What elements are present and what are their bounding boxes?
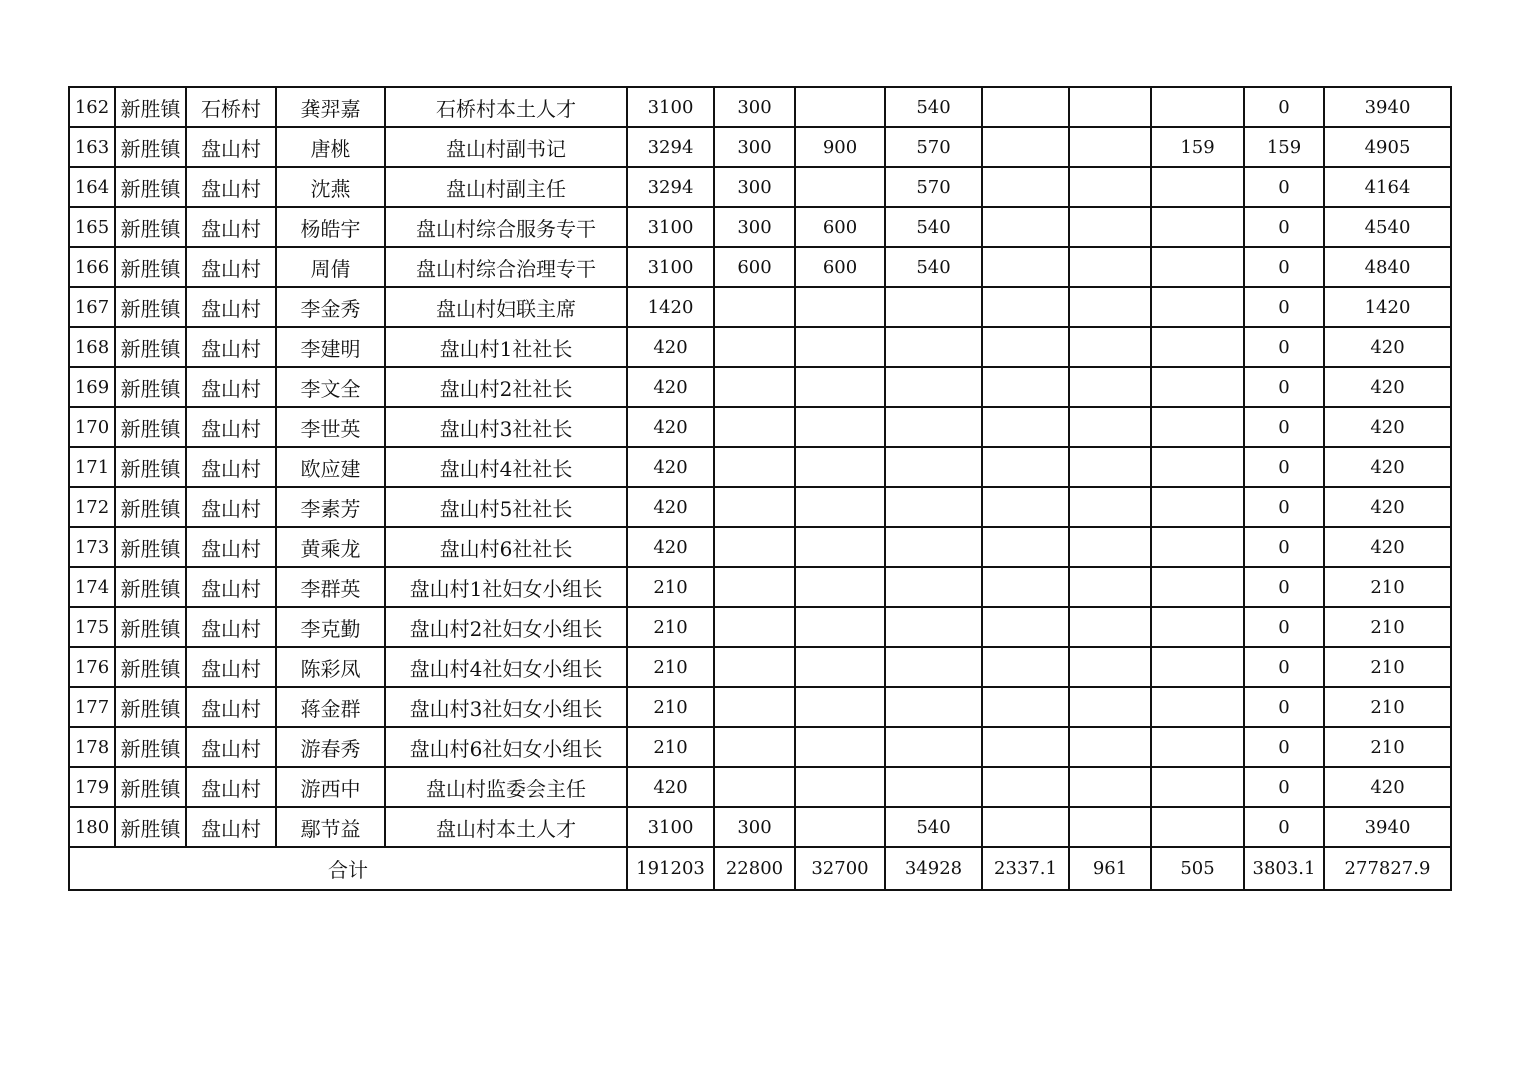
village-cell: 盘山村 [186, 407, 276, 447]
amount-col-3-cell [795, 327, 885, 367]
amount-col-5-cell [982, 647, 1069, 687]
table-row [69, 727, 1451, 767]
total-amount-cell: 4840 [1324, 247, 1451, 287]
amount-col-2-cell [714, 527, 795, 567]
amount-col-5-cell [982, 807, 1069, 847]
amount-col-8-cell: 0 [1244, 207, 1324, 247]
town-cell: 新胜镇 [115, 807, 186, 847]
amount-col-4-cell: 540 [885, 207, 982, 247]
total-amount-col-7-cell: 505 [1151, 847, 1244, 890]
total-amount-cell: 210 [1324, 687, 1451, 727]
total-amount-col-3-cell: 32700 [795, 847, 885, 890]
amount-col-6-cell [1069, 687, 1151, 727]
amount-col-1-cell: 420 [627, 487, 714, 527]
amount-col-5-cell [982, 367, 1069, 407]
row-number-cell: 164 [69, 167, 115, 207]
total-amount-cell: 1420 [1324, 287, 1451, 327]
village-cell: 盘山村 [186, 287, 276, 327]
amount-col-4-cell: 540 [885, 87, 982, 127]
amount-col-5-cell [982, 727, 1069, 767]
person-name-cell: 蒋金群 [276, 687, 385, 727]
total-amount-cell: 420 [1324, 767, 1451, 807]
town-cell: 新胜镇 [115, 287, 186, 327]
amount-col-3-cell [795, 287, 885, 327]
total-amount-cell: 4540 [1324, 207, 1451, 247]
village-cell: 盘山村 [186, 447, 276, 487]
amount-col-2-cell: 600 [714, 247, 795, 287]
amount-col-1-cell: 3100 [627, 87, 714, 127]
amount-col-4-cell [885, 407, 982, 447]
amount-col-8-cell: 0 [1244, 807, 1324, 847]
amount-col-6-cell [1069, 567, 1151, 607]
amount-col-2-cell [714, 567, 795, 607]
amount-col-6-cell [1069, 207, 1151, 247]
amount-col-2-cell [714, 487, 795, 527]
person-name-cell: 李素芳 [276, 487, 385, 527]
total-amount-col-2-cell: 22800 [714, 847, 795, 890]
person-name-cell: 欧应建 [276, 447, 385, 487]
total-amount-col-9-cell: 277827.9 [1324, 847, 1451, 890]
amount-col-3-cell [795, 687, 885, 727]
amount-col-1-cell: 420 [627, 767, 714, 807]
amount-col-8-cell: 0 [1244, 567, 1324, 607]
amount-col-2-cell [714, 647, 795, 687]
total-amount-cell: 3940 [1324, 87, 1451, 127]
position-cell: 盘山村综合服务专干 [385, 207, 627, 247]
amount-col-8-cell: 0 [1244, 287, 1324, 327]
amount-col-7-cell [1151, 767, 1244, 807]
amount-col-1-cell: 210 [627, 687, 714, 727]
amount-col-4-cell [885, 687, 982, 727]
amount-col-7-cell [1151, 687, 1244, 727]
row-number-cell: 175 [69, 607, 115, 647]
total-amount-cell: 420 [1324, 527, 1451, 567]
village-cell: 盘山村 [186, 167, 276, 207]
person-name-cell: 鄢节益 [276, 807, 385, 847]
amount-col-7-cell [1151, 447, 1244, 487]
table-row [69, 567, 1451, 607]
amount-col-7-cell [1151, 527, 1244, 567]
amount-col-7-cell: 159 [1151, 127, 1244, 167]
amount-col-7-cell [1151, 247, 1244, 287]
row-number-cell: 169 [69, 367, 115, 407]
row-number-cell: 174 [69, 567, 115, 607]
village-cell: 盘山村 [186, 527, 276, 567]
amount-col-2-cell [714, 447, 795, 487]
amount-col-3-cell: 600 [795, 207, 885, 247]
position-cell: 盘山村综合治理专干 [385, 247, 627, 287]
amount-col-5-cell [982, 447, 1069, 487]
amount-col-5-cell [982, 127, 1069, 167]
town-cell: 新胜镇 [115, 167, 186, 207]
table-row [69, 607, 1451, 647]
amount-col-2-cell [714, 327, 795, 367]
town-cell: 新胜镇 [115, 527, 186, 567]
amount-col-3-cell [795, 727, 885, 767]
amount-col-8-cell: 0 [1244, 687, 1324, 727]
amount-col-7-cell [1151, 287, 1244, 327]
total-amount-col-5-cell: 2337.1 [982, 847, 1069, 890]
village-cell: 盘山村 [186, 327, 276, 367]
table-row [69, 207, 1451, 247]
amount-col-1-cell: 420 [627, 447, 714, 487]
position-cell: 盘山村副主任 [385, 167, 627, 207]
row-number-cell: 179 [69, 767, 115, 807]
amount-col-2-cell: 300 [714, 807, 795, 847]
person-name-cell: 黄乘龙 [276, 527, 385, 567]
town-cell: 新胜镇 [115, 87, 186, 127]
row-number-cell: 178 [69, 727, 115, 767]
total-amount-cell: 420 [1324, 487, 1451, 527]
total-amount-cell: 210 [1324, 647, 1451, 687]
position-cell: 盘山村4社社长 [385, 447, 627, 487]
amount-col-6-cell [1069, 87, 1151, 127]
amount-col-1-cell: 210 [627, 567, 714, 607]
amount-col-2-cell [714, 767, 795, 807]
village-cell: 盘山村 [186, 567, 276, 607]
amount-col-6-cell [1069, 367, 1151, 407]
total-amount-cell: 4164 [1324, 167, 1451, 207]
village-cell: 盘山村 [186, 367, 276, 407]
amount-col-1-cell: 210 [627, 607, 714, 647]
amount-col-4-cell: 540 [885, 807, 982, 847]
table-row [69, 167, 1451, 207]
total-amount-cell: 420 [1324, 367, 1451, 407]
amount-col-6-cell [1069, 447, 1151, 487]
row-number-cell: 176 [69, 647, 115, 687]
amount-col-4-cell [885, 447, 982, 487]
amount-col-7-cell [1151, 607, 1244, 647]
village-cell: 盘山村 [186, 247, 276, 287]
amount-col-4-cell [885, 647, 982, 687]
position-cell: 盘山村6社社长 [385, 527, 627, 567]
amount-col-3-cell [795, 167, 885, 207]
position-cell: 盘山村本土人才 [385, 807, 627, 847]
table-row [69, 767, 1451, 807]
amount-col-6-cell [1069, 807, 1151, 847]
amount-col-2-cell: 300 [714, 127, 795, 167]
total-amount-cell: 210 [1324, 727, 1451, 767]
salary-table [68, 86, 1452, 891]
total-amount-col-8-cell: 3803.1 [1244, 847, 1324, 890]
person-name-cell: 李建明 [276, 327, 385, 367]
amount-col-8-cell: 0 [1244, 167, 1324, 207]
amount-col-5-cell [982, 407, 1069, 447]
amount-col-3-cell [795, 647, 885, 687]
town-cell: 新胜镇 [115, 127, 186, 167]
amount-col-6-cell [1069, 487, 1151, 527]
amount-col-7-cell [1151, 367, 1244, 407]
amount-col-8-cell: 0 [1244, 607, 1324, 647]
amount-col-5-cell [982, 207, 1069, 247]
position-cell: 盘山村2社妇女小组长 [385, 607, 627, 647]
row-number-cell: 167 [69, 287, 115, 327]
amount-col-2-cell: 300 [714, 207, 795, 247]
amount-col-6-cell [1069, 247, 1151, 287]
amount-col-2-cell [714, 407, 795, 447]
total-amount-col-1-cell: 191203 [627, 847, 714, 890]
amount-col-2-cell [714, 287, 795, 327]
position-cell: 盘山村1社妇女小组长 [385, 567, 627, 607]
position-cell: 盘山村妇联主席 [385, 287, 627, 327]
amount-col-2-cell [714, 727, 795, 767]
amount-col-8-cell: 0 [1244, 87, 1324, 127]
village-cell: 盘山村 [186, 127, 276, 167]
amount-col-3-cell [795, 567, 885, 607]
amount-col-5-cell [982, 767, 1069, 807]
amount-col-4-cell [885, 487, 982, 527]
position-cell: 石桥村本土人才 [385, 87, 627, 127]
amount-col-8-cell: 159 [1244, 127, 1324, 167]
table-row [69, 527, 1451, 567]
total-label: 合计 [69, 847, 627, 890]
amount-col-8-cell: 0 [1244, 527, 1324, 567]
person-name-cell: 李文全 [276, 367, 385, 407]
position-cell: 盘山村4社妇女小组长 [385, 647, 627, 687]
person-name-cell: 龚羿嘉 [276, 87, 385, 127]
amount-col-4-cell [885, 327, 982, 367]
table-row [69, 247, 1451, 287]
town-cell: 新胜镇 [115, 247, 186, 287]
person-name-cell: 游春秀 [276, 727, 385, 767]
town-cell: 新胜镇 [115, 647, 186, 687]
table-row [69, 807, 1451, 847]
amount-col-4-cell [885, 767, 982, 807]
amount-col-6-cell [1069, 607, 1151, 647]
amount-col-7-cell [1151, 727, 1244, 767]
position-cell: 盘山村6社妇女小组长 [385, 727, 627, 767]
table-row [69, 287, 1451, 327]
table-row [69, 647, 1451, 687]
amount-col-8-cell: 0 [1244, 367, 1324, 407]
amount-col-6-cell [1069, 167, 1151, 207]
amount-col-5-cell [982, 607, 1069, 647]
amount-col-2-cell [714, 687, 795, 727]
town-cell: 新胜镇 [115, 607, 186, 647]
amount-col-6-cell [1069, 727, 1151, 767]
amount-col-5-cell [982, 327, 1069, 367]
amount-col-5-cell [982, 567, 1069, 607]
total-amount-cell: 210 [1324, 607, 1451, 647]
amount-col-7-cell [1151, 807, 1244, 847]
town-cell: 新胜镇 [115, 447, 186, 487]
row-number-cell: 163 [69, 127, 115, 167]
amount-col-7-cell [1151, 407, 1244, 447]
village-cell: 石桥村 [186, 87, 276, 127]
town-cell: 新胜镇 [115, 767, 186, 807]
amount-col-3-cell [795, 87, 885, 127]
town-cell: 新胜镇 [115, 327, 186, 367]
amount-col-8-cell: 0 [1244, 487, 1324, 527]
amount-col-3-cell [795, 367, 885, 407]
amount-col-1-cell: 3294 [627, 127, 714, 167]
total-amount-cell: 4905 [1324, 127, 1451, 167]
row-number-cell: 172 [69, 487, 115, 527]
amount-col-3-cell [795, 407, 885, 447]
amount-col-4-cell: 540 [885, 247, 982, 287]
position-cell: 盘山村3社社长 [385, 407, 627, 447]
table-body [69, 87, 1451, 890]
amount-col-4-cell [885, 727, 982, 767]
village-cell: 盘山村 [186, 727, 276, 767]
amount-col-5-cell [982, 247, 1069, 287]
amount-col-4-cell [885, 527, 982, 567]
amount-col-6-cell [1069, 527, 1151, 567]
town-cell: 新胜镇 [115, 687, 186, 727]
amount-col-5-cell [982, 487, 1069, 527]
person-name-cell: 陈彩凤 [276, 647, 385, 687]
person-name-cell: 李世英 [276, 407, 385, 447]
amount-col-4-cell [885, 567, 982, 607]
amount-col-1-cell: 3100 [627, 247, 714, 287]
table-row [69, 327, 1451, 367]
amount-col-5-cell [982, 687, 1069, 727]
amount-col-2-cell: 300 [714, 87, 795, 127]
amount-col-3-cell [795, 447, 885, 487]
amount-col-1-cell: 1420 [627, 287, 714, 327]
amount-col-4-cell [885, 287, 982, 327]
amount-col-7-cell [1151, 167, 1244, 207]
amount-col-4-cell: 570 [885, 127, 982, 167]
amount-col-5-cell [982, 527, 1069, 567]
table-row [69, 447, 1451, 487]
amount-col-1-cell: 210 [627, 727, 714, 767]
person-name-cell: 杨皓宇 [276, 207, 385, 247]
person-name-cell: 游西中 [276, 767, 385, 807]
amount-col-8-cell: 0 [1244, 407, 1324, 447]
amount-col-2-cell [714, 607, 795, 647]
row-number-cell: 180 [69, 807, 115, 847]
village-cell: 盘山村 [186, 807, 276, 847]
amount-col-3-cell: 600 [795, 247, 885, 287]
amount-col-5-cell [982, 287, 1069, 327]
amount-col-7-cell [1151, 87, 1244, 127]
table-row [69, 367, 1451, 407]
town-cell: 新胜镇 [115, 487, 186, 527]
person-name-cell: 唐桃 [276, 127, 385, 167]
total-amount-cell: 210 [1324, 567, 1451, 607]
amount-col-6-cell [1069, 287, 1151, 327]
village-cell: 盘山村 [186, 607, 276, 647]
amount-col-8-cell: 0 [1244, 727, 1324, 767]
row-number-cell: 165 [69, 207, 115, 247]
town-cell: 新胜镇 [115, 367, 186, 407]
table-row [69, 487, 1451, 527]
amount-col-6-cell [1069, 327, 1151, 367]
position-cell: 盘山村3社妇女小组长 [385, 687, 627, 727]
total-amount-col-6-cell: 961 [1069, 847, 1151, 890]
table-row [69, 127, 1451, 167]
amount-col-2-cell [714, 367, 795, 407]
amount-col-3-cell [795, 607, 885, 647]
amount-col-6-cell [1069, 127, 1151, 167]
person-name-cell: 李克勤 [276, 607, 385, 647]
total-amount-cell: 420 [1324, 327, 1451, 367]
amount-col-7-cell [1151, 487, 1244, 527]
total-amount-cell: 420 [1324, 407, 1451, 447]
table-row [69, 407, 1451, 447]
table-row [69, 87, 1451, 127]
amount-col-6-cell [1069, 407, 1151, 447]
town-cell: 新胜镇 [115, 727, 186, 767]
amount-col-3-cell [795, 767, 885, 807]
total-row [69, 847, 1451, 890]
position-cell: 盘山村监委会主任 [385, 767, 627, 807]
amount-col-1-cell: 210 [627, 647, 714, 687]
amount-col-1-cell: 3100 [627, 207, 714, 247]
total-amount-col-4-cell: 34928 [885, 847, 982, 890]
amount-col-4-cell [885, 367, 982, 407]
row-number-cell: 171 [69, 447, 115, 487]
amount-col-7-cell [1151, 647, 1244, 687]
amount-col-3-cell [795, 527, 885, 567]
amount-col-5-cell [982, 167, 1069, 207]
total-amount-cell: 420 [1324, 447, 1451, 487]
person-name-cell: 李群英 [276, 567, 385, 607]
amount-col-8-cell: 0 [1244, 647, 1324, 687]
amount-col-1-cell: 3100 [627, 807, 714, 847]
amount-col-8-cell: 0 [1244, 767, 1324, 807]
position-cell: 盘山村1社社长 [385, 327, 627, 367]
person-name-cell: 周倩 [276, 247, 385, 287]
amount-col-3-cell: 900 [795, 127, 885, 167]
amount-col-4-cell [885, 607, 982, 647]
amount-col-7-cell [1151, 567, 1244, 607]
amount-col-1-cell: 420 [627, 367, 714, 407]
amount-col-4-cell: 570 [885, 167, 982, 207]
position-cell: 盘山村副书记 [385, 127, 627, 167]
person-name-cell: 李金秀 [276, 287, 385, 327]
amount-col-6-cell [1069, 767, 1151, 807]
row-number-cell: 170 [69, 407, 115, 447]
amount-col-6-cell [1069, 647, 1151, 687]
person-name-cell: 沈燕 [276, 167, 385, 207]
amount-col-2-cell: 300 [714, 167, 795, 207]
village-cell: 盘山村 [186, 767, 276, 807]
amount-col-7-cell [1151, 207, 1244, 247]
total-amount-cell: 3940 [1324, 807, 1451, 847]
row-number-cell: 168 [69, 327, 115, 367]
amount-col-7-cell [1151, 327, 1244, 367]
amount-col-1-cell: 3294 [627, 167, 714, 207]
town-cell: 新胜镇 [115, 407, 186, 447]
row-number-cell: 166 [69, 247, 115, 287]
amount-col-1-cell: 420 [627, 407, 714, 447]
town-cell: 新胜镇 [115, 207, 186, 247]
amount-col-8-cell: 0 [1244, 447, 1324, 487]
amount-col-1-cell: 420 [627, 527, 714, 567]
row-number-cell: 177 [69, 687, 115, 727]
position-cell: 盘山村2社社长 [385, 367, 627, 407]
village-cell: 盘山村 [186, 487, 276, 527]
position-cell: 盘山村5社社长 [385, 487, 627, 527]
table-row [69, 687, 1451, 727]
village-cell: 盘山村 [186, 647, 276, 687]
village-cell: 盘山村 [186, 687, 276, 727]
row-number-cell: 162 [69, 87, 115, 127]
amount-col-8-cell: 0 [1244, 247, 1324, 287]
amount-col-3-cell [795, 807, 885, 847]
amount-col-1-cell: 420 [627, 327, 714, 367]
town-cell: 新胜镇 [115, 567, 186, 607]
amount-col-5-cell [982, 87, 1069, 127]
amount-col-8-cell: 0 [1244, 327, 1324, 367]
village-cell: 盘山村 [186, 207, 276, 247]
row-number-cell: 173 [69, 527, 115, 567]
amount-col-3-cell [795, 487, 885, 527]
